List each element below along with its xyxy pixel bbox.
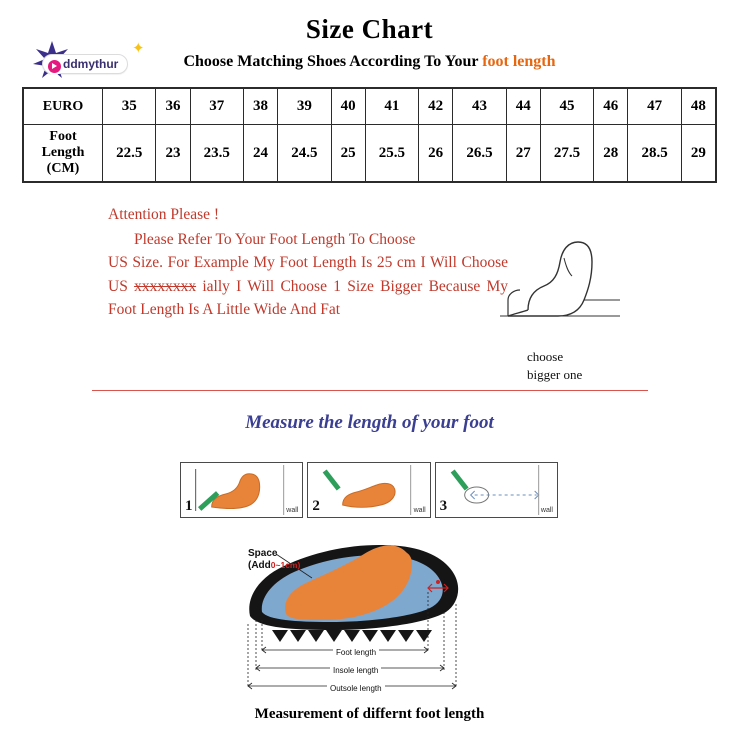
- euro-cell: 46: [594, 89, 628, 125]
- play-badge-icon: [46, 58, 63, 75]
- page-title: Size Chart: [305, 14, 434, 44]
- foot-length-cell: 27.5: [540, 125, 593, 182]
- space-label-range: 0~1cm): [270, 559, 301, 570]
- subtitle-highlight: foot length: [482, 53, 556, 70]
- measure-steps: [180, 462, 558, 518]
- table-row-euro: [24, 89, 716, 125]
- euro-cell: 42: [419, 89, 453, 125]
- foot-length-cell: 23.5: [190, 125, 243, 182]
- step-number: 1: [185, 498, 193, 514]
- foot-length-cell: 28: [594, 125, 628, 182]
- measure-heading: Measure the length of your foot: [245, 412, 494, 433]
- space-label-add: (Add: [248, 559, 271, 571]
- attention-line-1: Please Refer To Your Foot Length To Choose: [134, 230, 416, 248]
- foot-length-cell: 26: [419, 125, 453, 182]
- dimension-label-outsole-length: Outsole length: [327, 684, 385, 693]
- measure-step-1: [180, 462, 303, 518]
- foot-length-cell: 27: [506, 125, 540, 182]
- foot-length-cell: 25: [331, 125, 365, 182]
- brand-name: ddmythur: [42, 54, 128, 74]
- step-wall-label: wall: [540, 507, 553, 514]
- euro-cell: 39: [278, 89, 331, 125]
- euro-cell: 38: [243, 89, 277, 125]
- step-1-illustration-icon: [181, 463, 302, 517]
- attention-text: [108, 203, 508, 322]
- step-wall-label: wall: [413, 507, 426, 514]
- foot-length-cell: 23: [156, 125, 190, 182]
- foot-outline-sketch-icon: [492, 228, 632, 348]
- euro-cell: 36: [156, 89, 190, 125]
- foot-length-cell: 22.5: [103, 125, 156, 182]
- foot-length-cell: 26.5: [453, 125, 506, 182]
- table-row-foot-length: [24, 125, 716, 182]
- brand-watermark: [28, 40, 150, 80]
- small-star-icon: ✦: [132, 41, 145, 57]
- step-3-illustration-icon: [436, 463, 557, 517]
- attention-heading: Attention Please !: [108, 206, 220, 223]
- attention-line-3b: ially I Will Choose 1 Size: [196, 277, 374, 295]
- step-2-illustration-icon: [308, 463, 429, 517]
- footer-caption: Measurement of differnt foot length: [254, 706, 485, 722]
- euro-cell: 48: [681, 89, 715, 125]
- step-wall-label: wall: [286, 507, 299, 514]
- choose-note-line-1: choose: [527, 349, 564, 364]
- euro-cell: 43: [453, 89, 506, 125]
- size-table: [23, 88, 716, 182]
- attention-line-3-strike: xxxxxxxx: [134, 277, 197, 295]
- foot-length-cell: 25.5: [365, 125, 418, 182]
- dimension-label-foot-length: Foot length: [333, 648, 379, 657]
- subtitle-prefix: Choose Matching Shoes According To Your: [183, 53, 483, 70]
- attention-line-5: And Fat: [289, 301, 341, 319]
- foot-length-cell: 28.5: [628, 125, 681, 182]
- choose-note-line-2: bigger one: [527, 366, 583, 382]
- measure-step-3: [435, 462, 558, 518]
- euro-cell: 45: [540, 89, 593, 125]
- measure-step-2: [307, 462, 430, 518]
- space-label-text: Space: [248, 548, 278, 559]
- attention-line-4: Bigger Because My Foot Length Is A Little Wide: [108, 277, 509, 319]
- euro-cell: 37: [190, 89, 243, 125]
- choose-bigger-note: [527, 348, 582, 383]
- row-header-line: Length: [41, 145, 85, 161]
- row-header-line: (CM): [46, 160, 80, 176]
- row-header-euro: EURO: [24, 89, 103, 125]
- dimension-label-insole-length: Insole length: [330, 666, 381, 675]
- attention-line-3a: Will Choose US: [108, 254, 508, 295]
- step-number: 3: [439, 498, 448, 514]
- euro-cell: 47: [628, 89, 681, 125]
- row-header-foot-length: [24, 125, 103, 182]
- euro-cell: 35: [103, 89, 156, 125]
- size-table-container: [22, 87, 717, 183]
- step-number: 2: [312, 498, 320, 514]
- attention-line-2: US Size. For Example My Foot Length Is 25 cm I: [108, 254, 426, 272]
- foot-length-cell: 24.5: [278, 125, 331, 182]
- euro-cell: 40: [331, 89, 365, 125]
- foot-length-cell: 29: [681, 125, 715, 182]
- row-header-line: Foot: [49, 129, 77, 145]
- euro-cell: 41: [365, 89, 418, 125]
- section-divider: [92, 390, 648, 391]
- euro-cell: 44: [506, 89, 540, 125]
- foot-length-cell: 24: [243, 125, 277, 182]
- space-label: [248, 548, 300, 571]
